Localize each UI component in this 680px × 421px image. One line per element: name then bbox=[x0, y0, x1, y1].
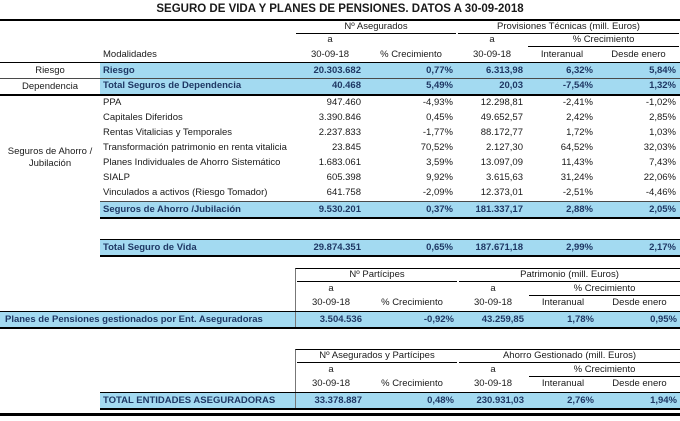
cell-interanual: 31,24% bbox=[560, 172, 593, 183]
t1-header-cols bbox=[0, 47, 680, 63]
cell-provisiones: 13.097,09 bbox=[480, 157, 523, 168]
t1-col-modalidades: Modalidades bbox=[103, 49, 157, 60]
table-row-sialp bbox=[100, 171, 680, 186]
row-label: Total Seguro de Vida bbox=[100, 240, 295, 255]
table-row-transformacion bbox=[100, 141, 680, 156]
t2-group-patrimonio: Patrimonio (mill. Euros) bbox=[458, 269, 680, 282]
cell-interanual: 2,88% bbox=[527, 202, 597, 217]
cell-provisiones: 12.373,01 bbox=[480, 187, 523, 198]
t3-col-date-ahorro: 30-09-18 bbox=[473, 378, 513, 389]
t1-header-a bbox=[0, 34, 680, 47]
cell-asegurados: 947.460 bbox=[326, 97, 361, 108]
row-label: Total Seguros de Dependencia bbox=[100, 79, 295, 94]
t1-group-pct-crecimiento: % Crecimiento bbox=[527, 34, 680, 47]
t1-a-asegurados: a bbox=[327, 34, 333, 45]
cell-crecimiento: 0,45% bbox=[426, 112, 453, 123]
t3-group-pct-crecimiento: % Crecimiento bbox=[528, 363, 680, 377]
t1-col-date-provisiones: 30-09-18 bbox=[472, 49, 512, 60]
spacer bbox=[0, 219, 680, 239]
table-row-total-seguro-vida bbox=[0, 239, 680, 257]
row-label: Capitales Diferidos bbox=[103, 112, 183, 123]
cell-asegurados: 3.390.846 bbox=[318, 112, 361, 123]
cell-asegurados: 9.530.201 bbox=[295, 202, 365, 217]
cell-crecimiento: 5,49% bbox=[365, 79, 457, 94]
spacer bbox=[0, 257, 680, 268]
t1-group-asegurados: Nº Asegurados bbox=[295, 21, 457, 34]
cell-interanual: -7,54% bbox=[527, 79, 597, 94]
cell-interanual: -2,51% bbox=[562, 187, 593, 198]
t1-col-date-asegurados: 30-09-18 bbox=[310, 49, 350, 60]
cell-interanual: 6,32% bbox=[527, 63, 597, 78]
row-label: SIALP bbox=[103, 172, 130, 183]
page-title: SEGURO DE VIDA Y PLANES DE PENSIONES. DATOS A 30-09-2018 bbox=[0, 0, 680, 21]
category-dependencia: Dependencia bbox=[22, 80, 78, 92]
cell-interanual: 2,76% bbox=[528, 393, 598, 408]
t2-group-pct-crecimiento: % Crecimiento bbox=[528, 282, 680, 296]
t3-group-ahorro-gestionado: Ahorro Gestionado (mill. Euros) bbox=[458, 350, 680, 363]
cell-asegurados: 1.683.061 bbox=[318, 157, 361, 168]
cell-provisiones: 88.172,77 bbox=[480, 127, 523, 138]
t2-a-patrimonio: a bbox=[490, 283, 496, 294]
cell-asegurados: 40.468 bbox=[295, 79, 365, 94]
cell-desde-enero: 7,43% bbox=[649, 157, 676, 168]
cell-provisiones: 187.671,18 bbox=[457, 240, 527, 255]
cell-provisiones: 49.652,57 bbox=[480, 112, 523, 123]
cell-desde-enero: 0,95% bbox=[598, 312, 680, 327]
cell-crecimiento: 0,48% bbox=[366, 393, 458, 408]
cell-asegurados: 20.303.682 bbox=[295, 63, 365, 78]
row-label: Vinculados a activos (Riesgo Tomador) bbox=[103, 187, 268, 198]
t3-a-ahorro: a bbox=[490, 364, 496, 375]
cell-desde-enero: -1,02% bbox=[645, 97, 676, 108]
cell-provisiones: 2.127,30 bbox=[486, 142, 523, 153]
cell-interanual: -2,41% bbox=[562, 97, 593, 108]
row-label: Planes Individuales de Ahorro Sistemático bbox=[103, 157, 281, 168]
cell-asegurados: 23.845 bbox=[331, 142, 361, 153]
table-row-subtotal-ahorro bbox=[100, 201, 680, 219]
cell-provisiones: 181.337,17 bbox=[457, 202, 527, 217]
t3-col-pct: % Crecimiento bbox=[381, 378, 443, 389]
table-row-dependencia bbox=[0, 79, 680, 96]
t2-a-participes: a bbox=[328, 283, 334, 294]
cell-participes: 3.504.536 bbox=[296, 312, 366, 327]
table-row-pias bbox=[100, 156, 680, 171]
cell-desde-enero: 1,03% bbox=[649, 127, 676, 138]
t1-header-groups bbox=[0, 21, 680, 34]
table-row-vinculados-activos bbox=[100, 186, 680, 201]
row-label: Seguros de Ahorro /Jubilación bbox=[100, 202, 295, 217]
t3-col-date-asegurados: 30-09-18 bbox=[311, 378, 351, 389]
cell-interanual: 2,99% bbox=[527, 240, 597, 255]
t2-group-participes: Nº Partícipes bbox=[296, 269, 458, 282]
cell-asegurados: 29.874.351 bbox=[295, 240, 365, 255]
cell-interanual: 2,42% bbox=[566, 112, 593, 123]
row-label: Rentas Vitalicias y Temporales bbox=[103, 127, 233, 138]
spacer bbox=[0, 329, 680, 349]
cell-crecimiento: 0,65% bbox=[365, 240, 457, 255]
t2-col-desde-enero: Desde enero bbox=[612, 297, 667, 308]
table-row-planes-pensiones bbox=[0, 311, 680, 329]
cell-asegurados-participes: 33.378.887 bbox=[296, 393, 366, 408]
t1-group-provisiones: Provisiones Técnicas (mill. Euros) bbox=[457, 21, 680, 34]
t3-a-asegurados: a bbox=[328, 364, 334, 375]
cell-crecimiento: 3,59% bbox=[426, 157, 453, 168]
cell-desde-enero: 32,03% bbox=[643, 142, 676, 153]
cell-desde-enero: 2,85% bbox=[649, 112, 676, 123]
cell-desde-enero: 1,32% bbox=[597, 79, 680, 94]
row-label: Transformación patrimonio en renta vitalicia bbox=[103, 142, 287, 153]
cell-desde-enero: 2,17% bbox=[597, 240, 680, 255]
cell-asegurados: 641.758 bbox=[326, 187, 361, 198]
t3-group-asegurados-participes: Nº Asegurados y Partícipes bbox=[296, 350, 458, 363]
t1-col-pct-asegurados: % Crecimiento bbox=[380, 49, 442, 60]
table-row-capitales-diferidos bbox=[100, 111, 680, 126]
cell-desde-enero: 2,05% bbox=[597, 202, 680, 217]
t2-col-date-patrimonio: 30-09-18 bbox=[473, 297, 513, 308]
cell-desde-enero: 22,06% bbox=[643, 172, 676, 183]
t3-header bbox=[0, 349, 680, 392]
category-ahorro-jubilacion: Seguros de Ahorro / Jubilación bbox=[7, 145, 93, 169]
cell-crecimiento: 0,37% bbox=[365, 202, 457, 217]
t2-header bbox=[0, 268, 680, 311]
table-row-total-entidades bbox=[0, 392, 680, 410]
cell-provisiones: 6.313,98 bbox=[457, 63, 527, 78]
cell-ahorro-gestionado: 230.931,03 bbox=[458, 393, 528, 408]
t2-col-pct: % Crecimiento bbox=[381, 297, 443, 308]
ahorro-block bbox=[0, 96, 680, 219]
cell-provisiones: 20,03 bbox=[457, 79, 527, 94]
cell-interanual: 64,52% bbox=[560, 142, 593, 153]
cell-interanual: 1,72% bbox=[566, 127, 593, 138]
t1-col-desde-enero: Desde enero bbox=[611, 49, 666, 60]
bottom-rule bbox=[0, 413, 680, 416]
table-row-ppa bbox=[100, 96, 680, 111]
table-row-riesgo bbox=[0, 63, 680, 79]
t1-col-interanual: Interanual bbox=[540, 49, 584, 60]
cell-crecimiento: 9,92% bbox=[426, 172, 453, 183]
row-label: Riesgo bbox=[100, 63, 295, 78]
cell-provisiones: 12.298,81 bbox=[480, 97, 523, 108]
cell-interanual: 1,78% bbox=[528, 312, 598, 327]
cell-provisiones: 3.615,63 bbox=[486, 172, 523, 183]
t3-col-interanual: Interanual bbox=[541, 378, 585, 389]
t1-a-provisiones: a bbox=[489, 34, 495, 45]
cell-desde-enero: 5,84% bbox=[597, 63, 680, 78]
table-row-rentas-vitalicias bbox=[100, 126, 680, 141]
category-riesgo: Riesgo bbox=[35, 64, 65, 76]
cell-asegurados: 2.237.833 bbox=[318, 127, 361, 138]
cell-interanual: 11,43% bbox=[561, 157, 593, 168]
t3-col-desde-enero: Desde enero bbox=[612, 378, 667, 389]
row-label: TOTAL ENTIDADES ASEGURADORAS bbox=[100, 393, 295, 408]
cell-asegurados: 605.398 bbox=[326, 172, 361, 183]
cell-crecimiento: -1,77% bbox=[422, 127, 453, 138]
row-label: Planes de Pensiones gestionados por Ent. Aseguradoras bbox=[0, 312, 295, 327]
cell-desde-enero: 1,94% bbox=[598, 393, 680, 408]
cell-desde-enero: -4,46% bbox=[645, 187, 676, 198]
t2-col-interanual: Interanual bbox=[541, 297, 585, 308]
cell-crecimiento: -4,93% bbox=[422, 97, 453, 108]
row-label: PPA bbox=[103, 97, 122, 108]
t2-col-date-participes: 30-09-18 bbox=[311, 297, 351, 308]
cell-crecimiento: -0,92% bbox=[366, 312, 458, 327]
cell-patrimonio: 43.259,85 bbox=[458, 312, 528, 327]
cell-crecimiento: -2,09% bbox=[422, 187, 453, 198]
cell-crecimiento: 0,77% bbox=[365, 63, 457, 78]
cell-crecimiento: 70,52% bbox=[420, 142, 453, 153]
